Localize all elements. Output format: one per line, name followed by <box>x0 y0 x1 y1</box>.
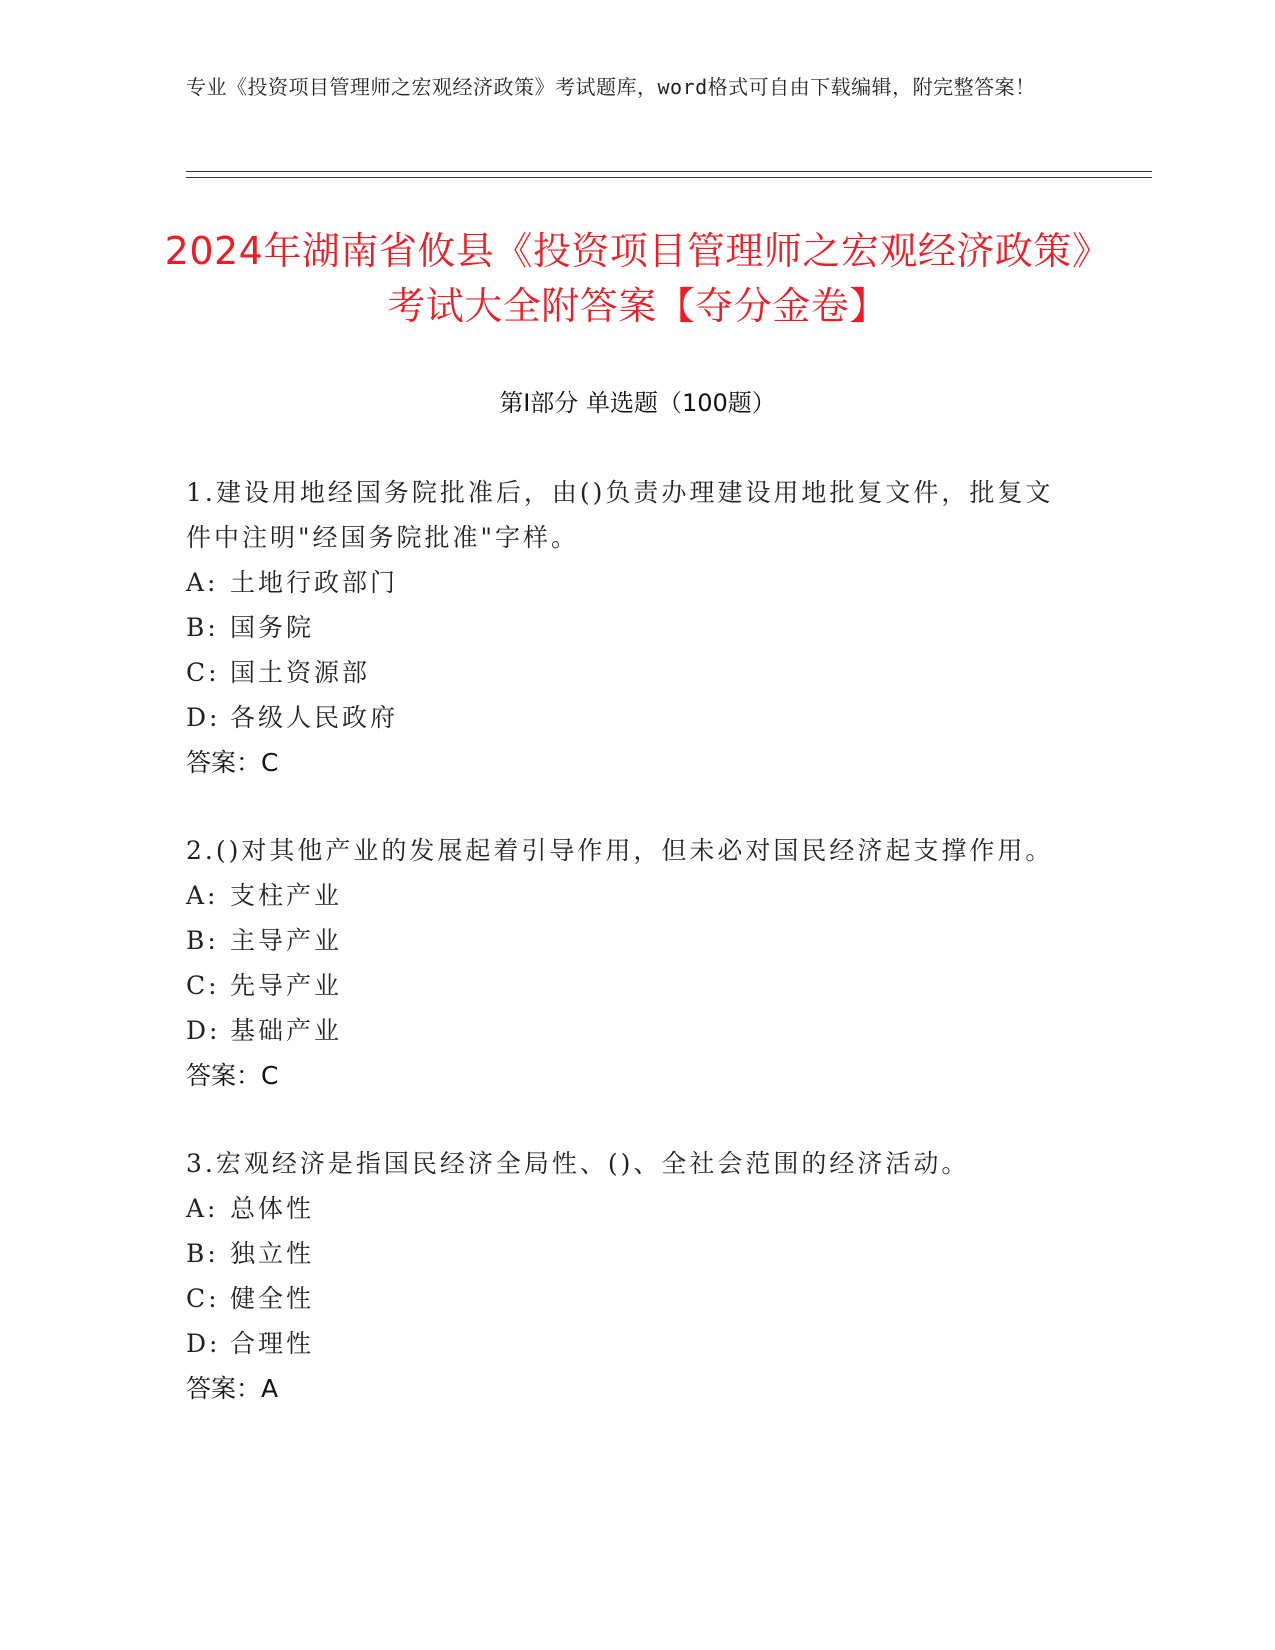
option-text: 总体性 <box>230 1194 315 1223</box>
question-list <box>186 470 1066 1411</box>
question-stem: 2.()对其他产业的发展起着引导作用，但未必对国民经济起支撑作用。 <box>186 836 1054 865</box>
section-title: 第Ⅰ部分 单选题（100题） <box>499 389 776 417</box>
option-key: A: <box>186 1194 219 1223</box>
option-key: C: <box>186 658 220 687</box>
option-b <box>186 605 1066 650</box>
option-a <box>186 873 1066 918</box>
option-key: C: <box>186 1284 220 1313</box>
option-b <box>186 918 1066 963</box>
option-d <box>186 1008 1066 1053</box>
option-key: B: <box>186 1239 219 1268</box>
option-key: C: <box>186 971 220 1000</box>
question-2 <box>186 828 1066 1098</box>
option-c <box>186 1276 1066 1321</box>
option-text: 基础产业 <box>230 1016 343 1045</box>
option-key: B: <box>186 926 219 955</box>
answer-line: 答案：A <box>186 1374 279 1403</box>
option-key: D: <box>186 1016 221 1045</box>
option-key: A: <box>186 568 219 597</box>
question-stem: 3.宏观经济是指国民经济全局性、()、全社会范围的经济活动。 <box>186 1149 970 1178</box>
option-d <box>186 695 1066 740</box>
question-stem: 1.建设用地经国务院批准后，由()负责办理建设用地批复文件，批复文件中注明"经国务院批准"字样。 <box>186 478 1054 552</box>
option-text: 先导产业 <box>230 971 343 1000</box>
header-note: 专业《投资项目管理师之宏观经济政策》考试题库，word格式可自由下载编辑，附完整答案！ <box>186 75 1036 99</box>
answer-line: 答案：C <box>186 1061 279 1090</box>
option-text: 主导产业 <box>230 926 343 955</box>
question-spacer <box>186 785 1066 828</box>
question-1 <box>186 470 1066 785</box>
option-c <box>186 650 1066 695</box>
option-c <box>186 963 1066 1008</box>
option-key: A: <box>186 881 219 910</box>
option-a <box>186 1186 1066 1231</box>
option-key: B: <box>186 613 219 642</box>
option-text: 合理性 <box>230 1329 315 1358</box>
option-text: 国土资源部 <box>230 658 371 687</box>
option-text: 国务院 <box>230 613 315 642</box>
question-3 <box>186 1141 1066 1411</box>
option-text: 健全性 <box>230 1284 315 1313</box>
option-b <box>186 1231 1066 1276</box>
option-text: 各级人民政府 <box>230 703 399 732</box>
option-d <box>186 1321 1066 1366</box>
option-a <box>186 560 1066 605</box>
header-divider-bottom <box>186 177 1152 178</box>
question-spacer <box>186 1098 1066 1141</box>
option-text: 支柱产业 <box>230 881 343 910</box>
option-text: 独立性 <box>230 1239 315 1268</box>
option-key: D: <box>186 1329 221 1358</box>
answer-line: 答案：C <box>186 748 279 777</box>
option-key: D: <box>186 703 221 732</box>
document-title: 2024年湖南省攸县《投资项目管理师之宏观经济政策》考试大全附答案【夺分金卷】 <box>164 229 1111 328</box>
option-text: 土地行政部门 <box>230 568 399 597</box>
header-divider-top <box>186 171 1152 172</box>
